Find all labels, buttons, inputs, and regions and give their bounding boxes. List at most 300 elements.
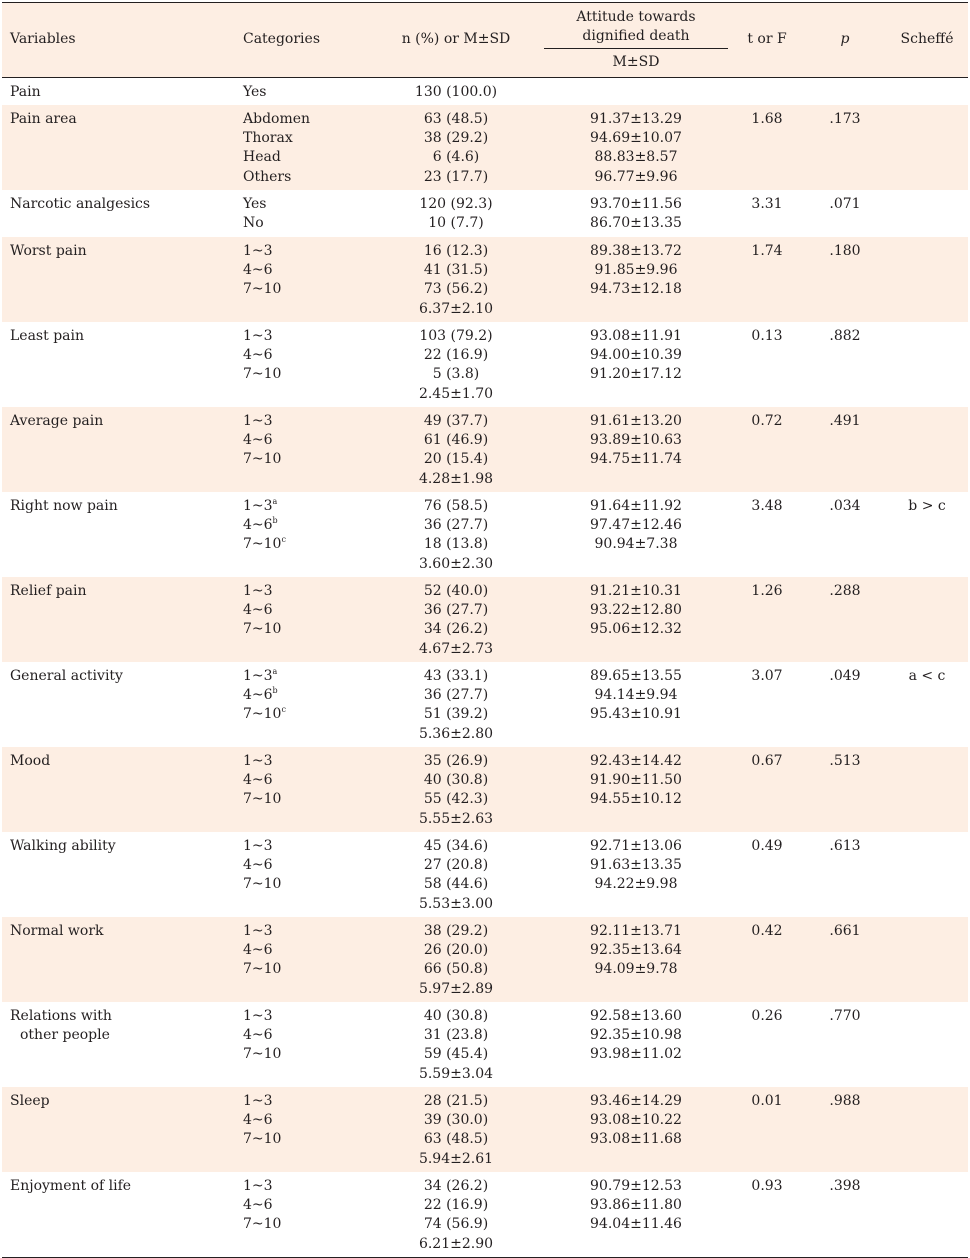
n-percent-value: 38 (29.2)	[423, 130, 489, 147]
variable-label: Pain area	[10, 111, 77, 127]
n-percent-cell	[394, 582, 518, 659]
n-percent-value: 5.36±2.80	[418, 725, 494, 742]
variable-label: Relations with	[10, 1008, 112, 1024]
category-label: Yes	[243, 84, 267, 100]
n-percent-cell	[394, 752, 518, 829]
attitude-value: 97.47±12.46	[590, 517, 682, 534]
t-or-f-cell: 1.74	[751, 243, 783, 259]
n-percent-value: 66 (50.8)	[423, 961, 489, 978]
attitude-value: 93.08±10.22	[590, 1112, 682, 1129]
header-variables: Variables	[10, 31, 76, 47]
p-value-cell: .770	[829, 1008, 861, 1024]
category-label: 1~3	[243, 1178, 273, 1194]
attitude-value: 86.70±13.35	[590, 215, 682, 232]
attitude-value: 94.69±10.07	[590, 130, 682, 147]
attitude-value: 91.61±13.20	[590, 413, 682, 429]
category-cell	[243, 83, 353, 102]
n-percent-value: 18 (13.8)	[423, 536, 489, 553]
attitude-value: 91.90±11.50	[590, 772, 682, 789]
category-item	[243, 83, 353, 102]
n-percent-value: 5.94±2.61	[418, 1150, 494, 1167]
n-percent-value: 5.53±3.00	[418, 895, 494, 912]
n-percent-value: 31 (23.8)	[423, 1027, 489, 1044]
n-percent-cell	[394, 110, 518, 187]
n-percent-cell	[394, 327, 518, 404]
attitude-cell	[544, 327, 728, 385]
p-value-cell: .173	[829, 111, 861, 127]
n-percent-value: 5.59±3.04	[418, 1065, 494, 1082]
n-percent-value: 76 (58.5)	[423, 498, 489, 514]
table-row	[2, 407, 968, 492]
variable-cell	[10, 412, 235, 431]
category-label: Yes	[243, 196, 267, 212]
variable-cell	[10, 195, 235, 214]
n-percent-cell	[394, 667, 518, 744]
n-percent-cell	[394, 83, 518, 102]
category-label: 7~10	[243, 791, 282, 808]
table-row	[2, 1087, 968, 1172]
t-or-f-cell: 0.72	[751, 413, 783, 429]
category-item	[243, 168, 353, 187]
attitude-value: 95.06±12.32	[590, 621, 682, 638]
category-item	[243, 790, 353, 809]
attitude-value: 93.70±11.56	[590, 196, 682, 212]
n-percent-value: 36 (27.7)	[423, 602, 489, 619]
category-item	[243, 1007, 353, 1026]
attitude-value: 92.43±14.42	[590, 753, 682, 769]
attitude-value: 93.98±11.02	[590, 1046, 682, 1063]
attitude-value: 93.08±11.91	[590, 328, 682, 344]
attitude-value: 94.00±10.39	[590, 347, 682, 364]
category-item	[243, 837, 353, 856]
variable-label: General activity	[10, 668, 123, 684]
n-percent-value: 35 (26.9)	[423, 753, 489, 769]
table-row	[2, 322, 968, 407]
n-percent-value: 10 (7.7)	[428, 215, 484, 232]
n-percent-value: 45 (34.6)	[423, 838, 489, 854]
category-label: 4~6	[243, 517, 273, 534]
category-label: Abdomen	[243, 111, 311, 127]
attitude-cell	[544, 1177, 728, 1235]
n-percent-value: 40 (30.8)	[423, 772, 489, 789]
category-label: 7~10	[243, 1046, 282, 1063]
category-item	[243, 327, 353, 346]
n-percent-value: 5.55±2.63	[418, 810, 494, 827]
n-percent-value: 58 (44.6)	[423, 876, 489, 893]
category-label: 7~10	[243, 366, 282, 383]
category-item	[243, 261, 353, 280]
attitude-value: 94.55±10.12	[590, 791, 682, 808]
category-label: 4~6	[243, 432, 273, 449]
category-item	[243, 1177, 353, 1196]
category-item	[243, 346, 353, 365]
n-percent-value: 5 (3.8)	[432, 366, 480, 383]
category-label: 1~3	[243, 243, 273, 259]
table-row	[2, 1002, 968, 1087]
category-item	[243, 535, 353, 554]
n-percent-cell	[394, 497, 518, 574]
n-percent-value: 22 (16.9)	[423, 1197, 489, 1214]
category-cell	[243, 837, 353, 895]
category-cell	[243, 195, 353, 233]
category-item	[243, 960, 353, 979]
category-item	[243, 1111, 353, 1130]
category-label: 4~6	[243, 1197, 273, 1214]
attitude-cell	[544, 497, 728, 555]
variable-cell	[10, 327, 235, 346]
attitude-value: 93.46±14.29	[590, 1093, 682, 1109]
scheffe-cell: b > c	[908, 498, 946, 514]
attitude-cell	[544, 837, 728, 895]
category-label: 4~6	[243, 347, 273, 364]
attitude-value: 89.38±13.72	[590, 243, 682, 259]
variable-label: Worst pain	[10, 243, 87, 259]
variable-cell	[10, 497, 235, 516]
variable-label: Narcotic analgesics	[10, 196, 151, 212]
category-item	[243, 705, 353, 724]
table-row	[2, 78, 968, 105]
category-cell	[243, 582, 353, 640]
n-percent-value: 23 (17.7)	[423, 168, 489, 185]
attitude-value: 91.85±9.96	[594, 262, 678, 279]
category-label: Head	[243, 149, 281, 166]
category-item	[243, 941, 353, 960]
attitude-cell	[544, 1092, 728, 1150]
category-item	[243, 1196, 353, 1215]
variable-label: Enjoyment of life	[10, 1178, 132, 1194]
table-row	[2, 832, 968, 917]
n-percent-value: 51 (39.2)	[423, 706, 489, 723]
attitude-value: 92.35±10.98	[590, 1027, 682, 1044]
n-percent-cell	[394, 837, 518, 914]
variable-cell	[10, 582, 235, 601]
category-item	[243, 667, 353, 686]
attitude-cell	[544, 582, 728, 640]
n-percent-value: 120 (92.3)	[419, 196, 493, 212]
attitude-value: 90.94±7.38	[594, 536, 678, 553]
t-or-f-cell: 3.48	[751, 498, 783, 514]
category-item	[243, 1026, 353, 1045]
n-percent-value: 4.28±1.98	[418, 470, 494, 487]
category-item	[243, 686, 353, 705]
category-item	[243, 431, 353, 450]
attitude-value: 95.43±10.91	[590, 706, 682, 723]
t-or-f-cell: 1.26	[751, 583, 783, 599]
attitude-value: 91.21±10.31	[590, 583, 682, 599]
variable-cell	[10, 837, 235, 856]
n-percent-value: 34 (26.2)	[423, 1178, 489, 1194]
category-item	[243, 450, 353, 469]
category-label: 4~6	[243, 942, 273, 959]
attitude-value: 93.89±10.63	[590, 432, 682, 449]
category-item	[243, 582, 353, 601]
table-row	[2, 237, 968, 322]
results-table	[2, 2, 968, 1258]
category-label: 1~3	[243, 413, 273, 429]
p-value-cell: .661	[829, 923, 861, 939]
n-percent-value: 16 (12.3)	[423, 243, 489, 259]
n-percent-value: 59 (45.4)	[423, 1046, 489, 1063]
attitude-value: 93.22±12.80	[590, 602, 682, 619]
variable-cell	[10, 922, 235, 941]
variable-cell	[10, 1007, 235, 1045]
attitude-cell	[544, 752, 728, 810]
category-superscript: c	[281, 705, 286, 715]
variable-label: Normal work	[10, 923, 104, 939]
n-percent-value: 73 (56.2)	[423, 281, 489, 298]
category-label: 1~3	[243, 923, 273, 939]
n-percent-value: 103 (79.2)	[419, 328, 493, 344]
variable-label: Average pain	[10, 413, 104, 429]
attitude-value: 94.22±9.98	[594, 876, 678, 893]
n-percent-value: 28 (21.5)	[423, 1093, 489, 1109]
attitude-value: 91.37±13.29	[590, 111, 682, 127]
category-label: 4~6	[243, 1112, 273, 1129]
table-row	[2, 577, 968, 662]
t-or-f-cell: 0.01	[751, 1093, 783, 1109]
n-percent-value: 20 (15.4)	[423, 451, 489, 468]
attitude-value: 91.64±11.92	[590, 498, 682, 514]
p-value-cell: .882	[829, 328, 861, 344]
category-label: 4~6	[243, 857, 273, 874]
category-label: 1~3	[243, 583, 273, 599]
table-row	[2, 190, 968, 237]
category-item	[243, 148, 353, 167]
header-attitude	[544, 8, 728, 46]
p-value-cell: .491	[829, 413, 861, 429]
n-percent-value: 2.45±1.70	[418, 385, 494, 402]
n-percent-value: 38 (29.2)	[423, 923, 489, 939]
category-item	[243, 214, 353, 233]
category-item	[243, 752, 353, 771]
category-label: 4~6	[243, 602, 273, 619]
category-item	[243, 922, 353, 941]
attitude-cell	[544, 195, 728, 233]
table-row	[2, 747, 968, 832]
t-or-f-cell: 3.07	[751, 668, 783, 684]
t-or-f-cell: 0.13	[751, 328, 783, 344]
table-body	[2, 78, 968, 1258]
n-percent-cell	[394, 242, 518, 319]
variable-cell	[10, 83, 235, 102]
n-percent-value: 41 (31.5)	[423, 262, 489, 279]
header-scheffe: Scheffé	[900, 31, 954, 47]
n-percent-value: 34 (26.2)	[423, 621, 489, 638]
category-cell	[243, 110, 353, 187]
category-cell	[243, 327, 353, 385]
variable-label: Relief pain	[10, 583, 87, 599]
p-value-cell: .613	[829, 838, 861, 854]
p-value-cell: .071	[829, 196, 861, 212]
table-row	[2, 917, 968, 1002]
header-t-or-f: t or F	[747, 31, 787, 47]
category-label: 1~3	[243, 498, 273, 514]
variable-cell	[10, 667, 235, 686]
category-item	[243, 195, 353, 214]
n-percent-cell	[394, 1177, 518, 1254]
header-attitude-rule	[544, 48, 728, 49]
category-label: 4~6	[243, 687, 273, 704]
n-percent-value: 55 (42.3)	[423, 791, 489, 808]
category-cell	[243, 752, 353, 810]
n-percent-value: 26 (20.0)	[423, 942, 489, 959]
n-percent-value: 52 (40.0)	[423, 583, 489, 599]
n-percent-value: 61 (46.9)	[423, 432, 489, 449]
n-percent-value: 39 (30.0)	[423, 1112, 489, 1129]
p-value-cell: .988	[829, 1093, 861, 1109]
category-label: 7~10	[243, 281, 282, 298]
t-or-f-cell: 0.93	[751, 1178, 783, 1194]
n-percent-cell	[394, 195, 518, 233]
category-cell	[243, 922, 353, 980]
category-label: 7~10	[243, 621, 282, 638]
category-cell	[243, 242, 353, 300]
attitude-value: 89.65±13.55	[590, 668, 682, 684]
category-cell	[243, 497, 353, 555]
n-percent-value: 74 (56.9)	[423, 1216, 489, 1233]
n-percent-value: 6 (4.6)	[432, 149, 480, 166]
n-percent-cell	[394, 1092, 518, 1169]
p-value-cell: .034	[829, 498, 861, 514]
category-superscript: c	[281, 535, 286, 545]
n-percent-value: 63 (48.5)	[423, 111, 489, 127]
category-item	[243, 1215, 353, 1234]
category-label: 4~6	[243, 1027, 273, 1044]
category-superscript: a	[272, 667, 278, 676]
attitude-cell	[544, 242, 728, 300]
n-percent-value: 3.60±2.30	[418, 555, 494, 572]
header-n: n (%) or M±SD	[401, 31, 511, 47]
attitude-value: 96.77±9.96	[594, 168, 678, 185]
category-superscript: a	[272, 497, 278, 506]
category-superscript: b	[272, 686, 278, 696]
category-label: 7~10	[243, 706, 282, 723]
attitude-value: 91.20±17.12	[590, 366, 682, 383]
variable-label: Sleep	[10, 1093, 50, 1109]
category-label: 1~3	[243, 1093, 273, 1109]
category-cell	[243, 667, 353, 725]
n-percent-cell	[394, 1007, 518, 1084]
category-cell	[243, 1092, 353, 1150]
attitude-value: 90.79±12.53	[590, 1178, 682, 1194]
attitude-value: 94.75±11.74	[590, 451, 682, 468]
category-item	[243, 856, 353, 875]
n-percent-value: 36 (27.7)	[423, 687, 489, 704]
category-label: 1~3	[243, 328, 273, 344]
category-item	[243, 365, 353, 384]
category-item	[243, 601, 353, 620]
attitude-value: 94.14±9.94	[594, 687, 678, 704]
category-item	[243, 280, 353, 299]
variable-label: Walking ability	[10, 838, 116, 854]
variable-label: Least pain	[10, 328, 84, 344]
n-percent-cell	[394, 412, 518, 489]
attitude-cell	[544, 1007, 728, 1065]
variable-cell	[10, 1092, 235, 1111]
attitude-value: 94.09±9.78	[594, 961, 678, 978]
t-or-f-cell: 1.68	[751, 111, 783, 127]
category-label: 7~10	[243, 876, 282, 893]
category-item	[243, 110, 353, 129]
category-label: 7~10	[243, 451, 282, 468]
category-item	[243, 497, 353, 516]
n-percent-value: 40 (30.8)	[423, 1008, 489, 1024]
category-cell	[243, 1177, 353, 1235]
n-percent-value: 130 (100.0)	[414, 84, 498, 100]
category-item	[243, 1130, 353, 1149]
scheffe-cell: a < c	[908, 668, 946, 684]
header-attitude-msd: M±SD	[612, 54, 660, 70]
attitude-cell	[544, 922, 728, 980]
category-label: 1~3	[243, 668, 273, 684]
variable-cell	[10, 752, 235, 771]
category-item	[243, 620, 353, 639]
category-item	[243, 516, 353, 535]
t-or-f-cell: 0.67	[751, 753, 783, 769]
category-label: 1~3	[243, 753, 273, 769]
category-label: 7~10	[243, 536, 282, 553]
table-row	[2, 1172, 968, 1258]
p-value-cell: .180	[829, 243, 861, 259]
attitude-value: 94.04±11.46	[590, 1216, 682, 1233]
n-percent-value: 63 (48.5)	[423, 1131, 489, 1148]
p-value-cell: .513	[829, 753, 861, 769]
category-item	[243, 771, 353, 790]
category-label: Others	[243, 168, 292, 185]
attitude-value: 92.71±13.06	[590, 838, 682, 854]
attitude-value: 93.86±11.80	[590, 1197, 682, 1214]
category-label: 4~6	[243, 772, 273, 789]
category-label: 1~3	[243, 1008, 273, 1024]
n-percent-value: 6.21±2.90	[418, 1235, 494, 1252]
attitude-cell	[544, 110, 728, 187]
attitude-value: 94.73±12.18	[590, 281, 682, 298]
table-header	[2, 2, 968, 78]
variable-label: Right now pain	[10, 498, 118, 514]
table-row	[2, 492, 968, 577]
p-value-cell: .398	[829, 1178, 861, 1194]
variable-cell	[10, 242, 235, 261]
attitude-value: 92.35±13.64	[590, 942, 682, 959]
n-percent-value: 36 (27.7)	[423, 517, 489, 534]
variable-label: Pain	[10, 84, 41, 100]
category-item	[243, 875, 353, 894]
variable-label: Mood	[10, 753, 51, 769]
variable-label: other people	[20, 1027, 110, 1044]
n-percent-value: 43 (33.1)	[423, 668, 489, 684]
attitude-value: 93.08±11.68	[590, 1131, 682, 1148]
header-p: p	[840, 31, 850, 47]
variable-cell	[10, 1177, 235, 1196]
table-row	[2, 105, 968, 190]
n-percent-value: 4.67±2.73	[418, 640, 494, 657]
category-label: 7~10	[243, 1216, 282, 1233]
n-percent-value: 49 (37.7)	[423, 413, 489, 429]
table-row	[2, 662, 968, 747]
variable-cell	[10, 110, 235, 129]
n-percent-value: 27 (20.8)	[423, 857, 489, 874]
category-cell	[243, 1007, 353, 1065]
attitude-cell	[544, 667, 728, 725]
n-percent-cell	[394, 922, 518, 999]
attitude-value: 88.83±8.57	[594, 149, 678, 166]
category-superscript: b	[272, 516, 278, 526]
t-or-f-cell: 0.42	[751, 923, 783, 939]
attitude-cell	[544, 412, 728, 470]
category-cell	[243, 412, 353, 470]
n-percent-value: 5.97±2.89	[418, 980, 494, 997]
p-value-cell: .288	[829, 583, 861, 599]
